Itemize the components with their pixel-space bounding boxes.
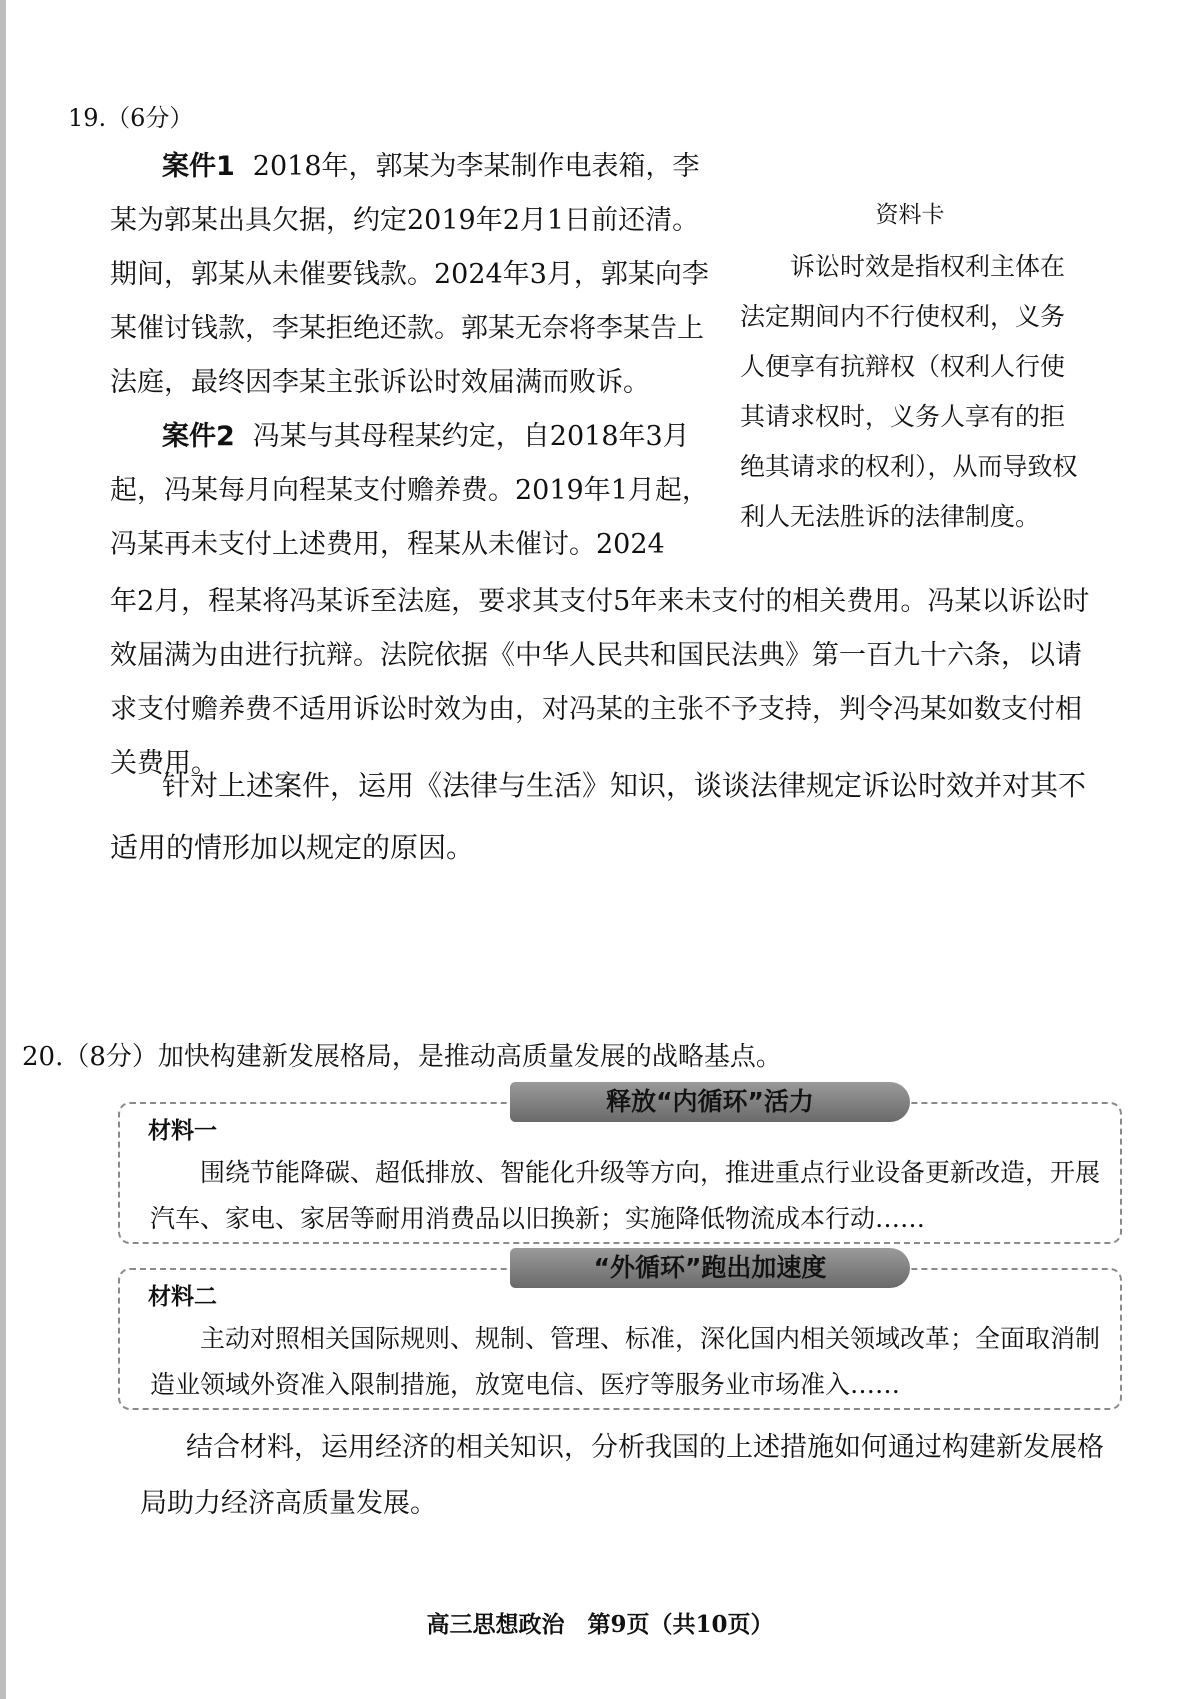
case-1-text: 2018年，郭某为李某制作电表箱，李某为郭某出具欠据，约定2019年2月1日前还清。期间，郭某从未催要钱款。2024年3月，郭某向李某催讨钱款，李某拒绝还款。郭某无奈将李某告上法庭，最终因李某主张诉讼时效届满而败诉。 bbox=[110, 151, 709, 398]
info-card-text: 诉讼时效是指权利主体在法定期间内不行使权利，义务人便享有抗辩权（权利人行使其请求权时，义务人享有的拒绝其请求的权利），从而导致权利人无法胜诉的法律制度。 bbox=[740, 252, 1078, 531]
question-19-number: 19.（6分） bbox=[68, 104, 194, 132]
material-2-label-text: 材料二 bbox=[148, 1284, 217, 1310]
material-1-banner: 释放“内循环”活力 bbox=[510, 1082, 910, 1122]
question-20-stem: 20.（8分）加快构建新发展格局，是推动高质量发展的战略基点。 bbox=[22, 1042, 782, 1072]
material-2-text: 主动对照相关国际规则、规制、管理、标准，深化国内相关领域改革；全面取消制造业领域外资准入限制措施，放宽电信、医疗等服务业市场准入…… bbox=[150, 1324, 1101, 1399]
page-footer: 高三思想政治 第9页（共10页） bbox=[426, 1611, 774, 1638]
case-2-text-part2: 年2月，程某将冯某诉至法庭，要求其支付5年来未支付的相关费用。冯某以诉讼时效届满为由进行抗辩。法院依据《中华人民共和国民法典》第一百九十六条，以请求支付赡养费不适用诉讼时效为由，对冯某的主张不予支持，判令冯某如数支付相关费用。 bbox=[110, 586, 1090, 779]
material-1-text: 围绕节能降碳、超低排放、智能化升级等方向，推进重点行业设备更新改造，开展汽车、家电、家居等耐用消费品以旧换新；实施降低物流成本行动…… bbox=[150, 1158, 1101, 1233]
case-2-title: 案件2 bbox=[162, 421, 235, 452]
material-2-banner: “外循环”跑出加速度 bbox=[510, 1248, 910, 1288]
material-1-label-text: 材料一 bbox=[148, 1118, 217, 1144]
info-card bbox=[740, 190, 1080, 542]
info-card-title: 资料卡 bbox=[875, 202, 945, 228]
question-20-prompt: 结合材料，运用经济的相关知识，分析我国的上述措施如何通过构建新发展格局助力经济高质量发展。 bbox=[140, 1432, 1104, 1519]
case-2-text-part1: 冯某与其母程某约定，自2018年3月起，冯某每月向程某支付赡养费。2019年1月起，冯某再未支付上述费用，程某从未催讨。2024 bbox=[110, 421, 709, 560]
case-1-block bbox=[110, 140, 710, 572]
material-2-label bbox=[148, 1278, 217, 1311]
case-1-paragraph bbox=[110, 140, 710, 410]
question-19-prompt: 针对上述案件，运用《法律与生活》知识，谈谈法律规定诉讼时效并对其不适用的情形加以规定的原因。 bbox=[110, 769, 1087, 864]
material-1-label bbox=[148, 1112, 217, 1145]
material-1-box bbox=[118, 1087, 1122, 1244]
case-1-title: 案件1 bbox=[162, 151, 235, 182]
case-2-paragraph bbox=[110, 410, 710, 572]
page-edge bbox=[0, 0, 6, 1699]
material-2-box bbox=[118, 1253, 1122, 1410]
